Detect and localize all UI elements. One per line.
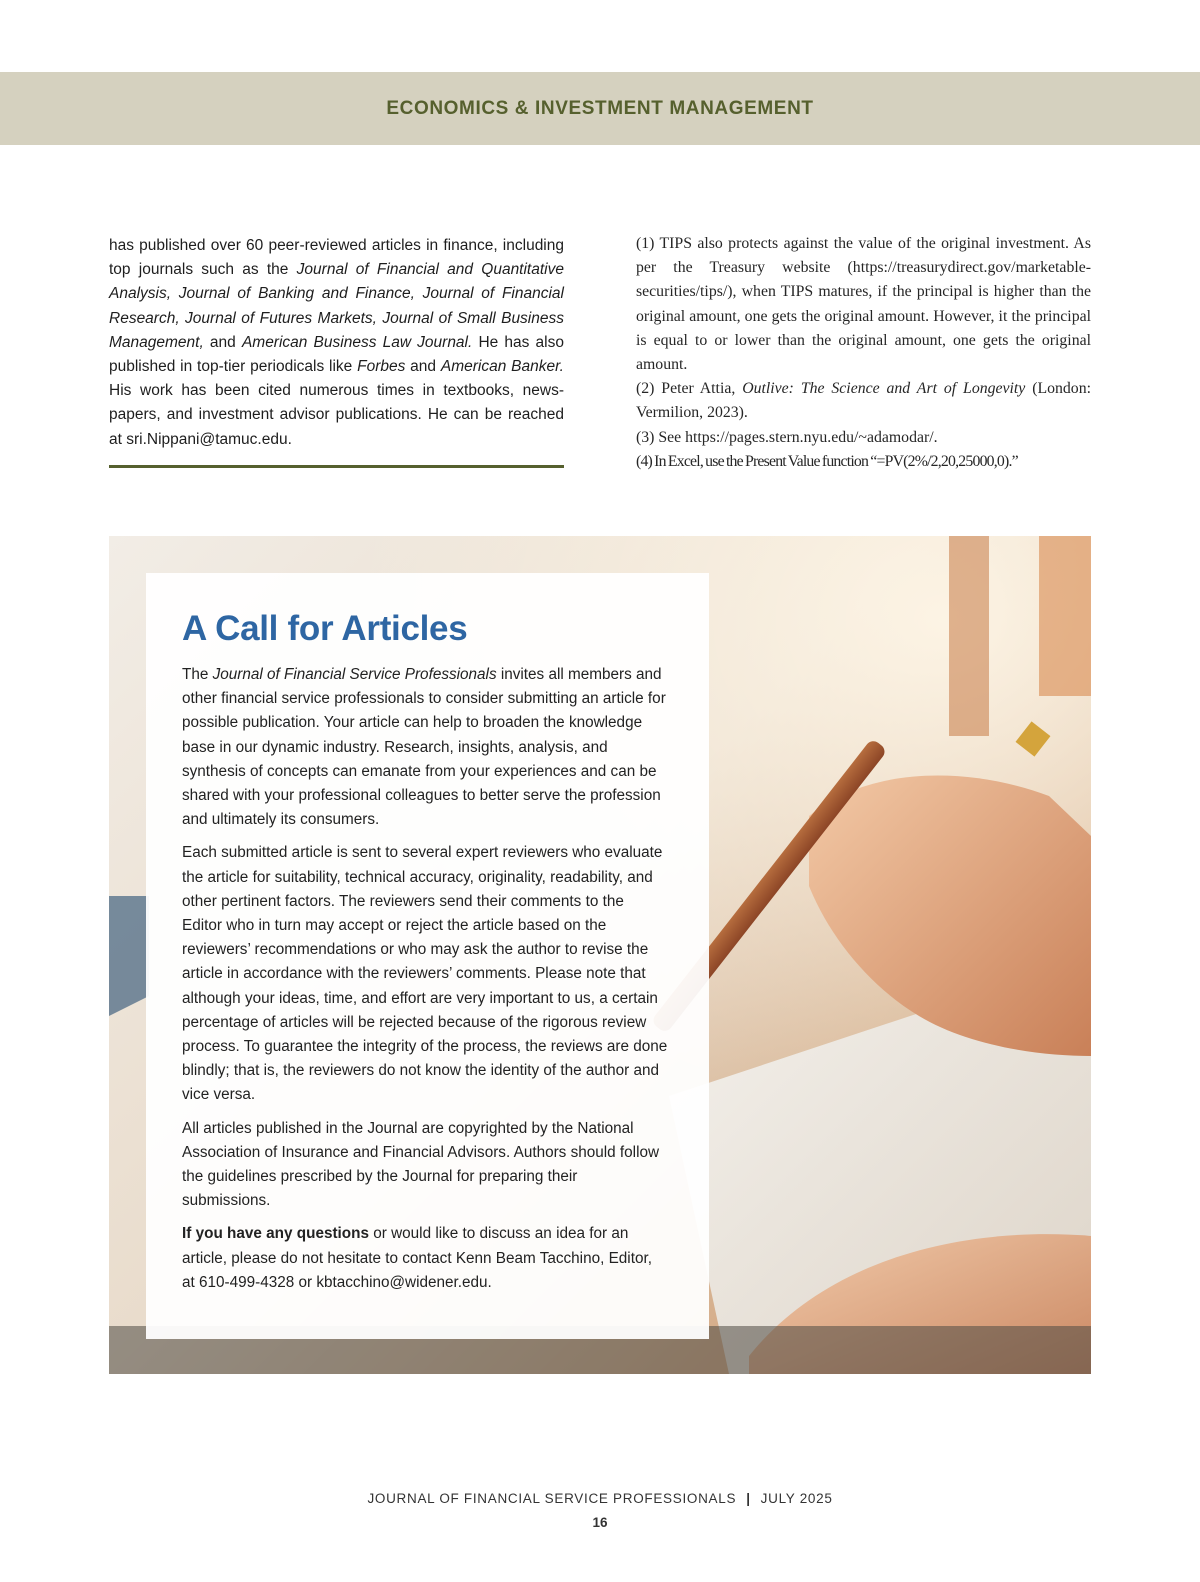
endnote-3: (3) See https://pages.stern.nyu.edu/~adamodar/. xyxy=(636,428,938,446)
call-text: The xyxy=(182,666,213,683)
section-header-band xyxy=(0,72,1200,145)
section-title: ECONOMICS & INVESTMENT MANAGEMENT xyxy=(386,97,814,119)
footer-journal: JOURNAL OF FINANCIAL SERVICE PROFESSIONALS xyxy=(367,1491,737,1506)
page-number: 16 xyxy=(592,1515,608,1530)
footer-date: JULY 2025 xyxy=(760,1491,833,1506)
call-questions-lead: If you have any questions xyxy=(182,1225,370,1243)
endnote-2-title: Outlive: The Science and Art of Longevity xyxy=(742,380,1026,398)
bio-banker: American Banker. xyxy=(440,358,564,376)
call-title: A Call for Articles xyxy=(182,609,468,648)
bio-journal-last: American Business Law Journal. xyxy=(241,333,473,351)
call-paragraph-3: All articles published in the Journal are copyrighted by the National Association of Insurance and Financial Advisors. Authors should follow the guidelines prescribed by the Journal for preparing their submissions. xyxy=(182,1119,660,1210)
bio-forbes: Forbes xyxy=(357,358,406,376)
endnotes xyxy=(636,232,1091,474)
endnote-4: (4) In Excel, use the Present Value function “=PV(2%/2,20,25000,0).” xyxy=(636,452,1018,470)
call-text: invites all members and other financial service professionals to consider submitting an article for possible publication. Your article can help to broaden the knowledge base in our dynamic industry. Research, insights, analysis, and synthesis of concepts can emanate from your experiences and can be shared with your professional colleagues to better serve the profession and ultimately its consumers. xyxy=(182,666,666,829)
footer-separator: | xyxy=(746,1491,751,1506)
bio-text: His work has been cited numerous times in textbooks, newspapers, and investment advisor publications. He can be reached at sri.Nippani@tamuc.edu. xyxy=(109,382,564,448)
bio-paragraph xyxy=(109,234,564,452)
call-paragraph-4 xyxy=(182,1222,668,1295)
call-journal-name: Journal of Financial Service Professionals xyxy=(212,666,497,683)
background-object xyxy=(949,536,989,736)
bio-text: has published over 60 peer-reviewed articles in finance, including top journals such as the xyxy=(109,237,564,279)
call-paragraph-1 xyxy=(182,663,668,832)
keyboard-corner xyxy=(109,896,149,1016)
call-contact-text: or would like to discuss an idea for an article, please do not hesitate to contact Kenn Beam Tacchino, Editor, at 610-499-4328 or kbtacchino@widener.edu. xyxy=(182,1225,652,1291)
bio-journals: Journal of Financial and Quantitative Analysis, Journal of Banking and Finance, Journal of Financial Research, Journal of Futures Markets, Journal of Small Business Management, xyxy=(109,261,564,351)
bio-divider xyxy=(109,465,564,468)
endnote-2-text: (2) Peter Attia, xyxy=(636,380,743,398)
bio-text: He has also published in top-tier periodicals like xyxy=(109,333,564,376)
bio-text: and xyxy=(405,358,441,376)
author-bio xyxy=(109,234,564,452)
page-footer xyxy=(0,1491,1200,1506)
background-object xyxy=(1039,536,1091,696)
endnote-2 xyxy=(636,377,1091,425)
call-for-articles-card xyxy=(146,573,709,1339)
endnote-1: (1) TIPS also protects against the value of the original investment. As per the Treasury website (https://treasurydirect.gov/marketable-securities/tips/), when TIPS matures, if the principal is higher than the original amount, one gets the original amount. However, it the principal is equal to or lower than the original amount, one gets the original amount. xyxy=(636,235,1091,374)
bio-text: and xyxy=(203,333,242,351)
call-paragraph-2: Each submitted article is sent to several expert reviewers who evaluate the article for suitability, technical accuracy, originality, readability, and other pertinent factors. The reviewers send their comments to the Editor who in turn may accept or reject the article based on the reviewers’ recommendations or who may ask the author to revise the article in accordance with the reviewers’ comments. Please note that although your ideas, time, and effort are very important to us, a certain percentage of articles will be rejected because of the rigorous review process. To guarantee the integrity of the process, the reviews are done blindly; that is, the reviewers do not know the identity of the author and vice versa. xyxy=(182,844,668,1104)
endnote-2-text: (London: Vermilion, 2023). xyxy=(636,380,1091,422)
